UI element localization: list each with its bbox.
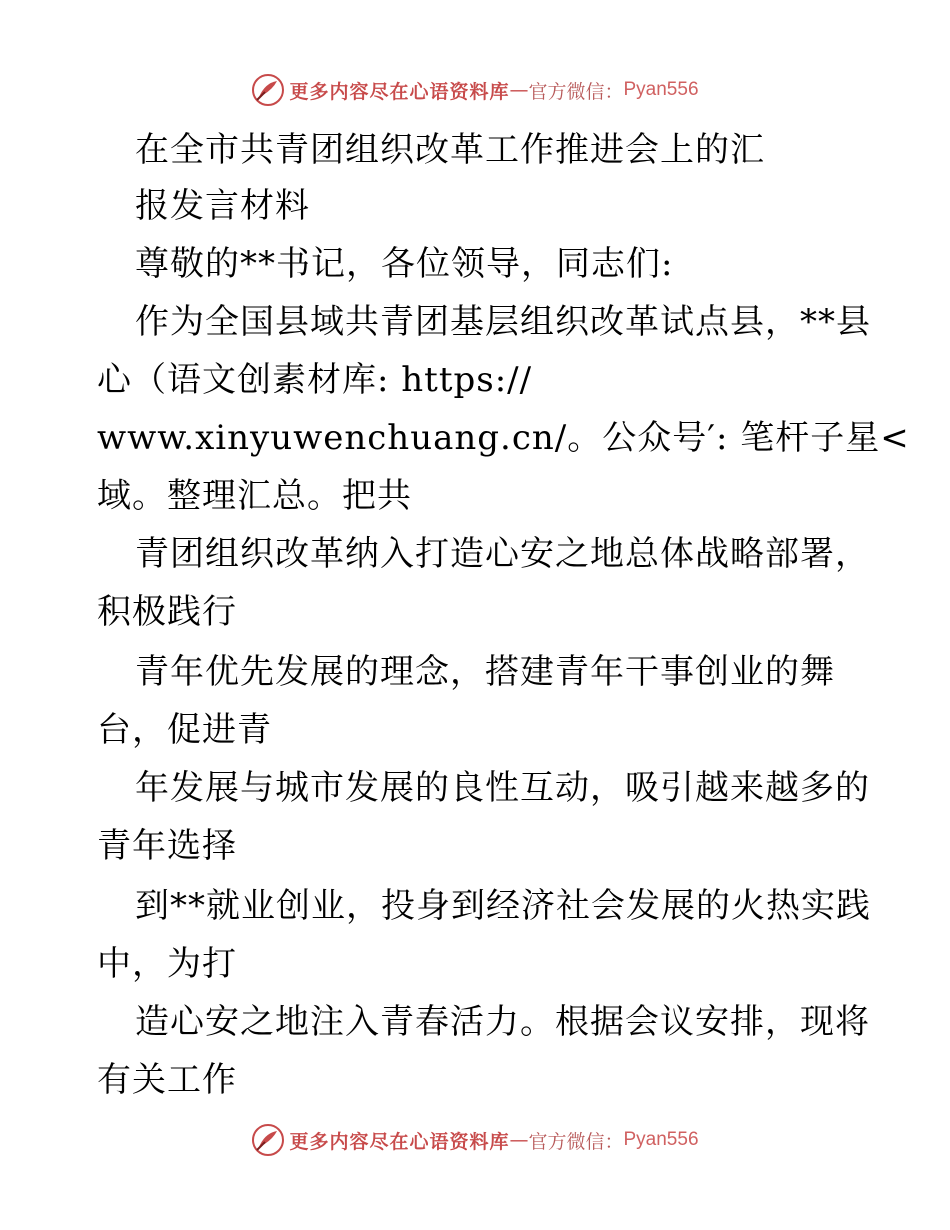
paragraph-line: 有关工作 (97, 1060, 237, 1100)
paragraph-line: 中，为打 (97, 944, 237, 984)
banner-wechat-label: 官方微信： (528, 80, 624, 103)
banner-main-text: 更多内容尽在心语资料库 (289, 1130, 510, 1153)
paragraph-line: 青年选择 (97, 826, 237, 866)
paragraph-line: 域。整理汇总。把共 (97, 476, 412, 516)
banner-wechat-id: Pyan556 (623, 1129, 699, 1150)
paragraph-line: 青团组织改革纳入打造心安之地总体战略部署， (135, 534, 870, 574)
paragraph-line: 作为全国县域共青团基层组织改革试点县，**县 (135, 302, 871, 342)
banner-dash: — (509, 1129, 529, 1151)
footer-banner (0, 1120, 950, 1160)
feather-pen-logo-icon (251, 73, 285, 107)
banner-main-text: 更多内容尽在心语资料库 (289, 80, 510, 103)
salutation: 尊敬的**书记，各位领导，同志们: (135, 244, 674, 284)
paragraph-line: 年发展与城市发展的良性互动，吸引越来越多的 (135, 768, 870, 808)
paragraph-line: 积极践行 (97, 592, 237, 632)
paragraph-line: 台，促进青 (97, 710, 272, 750)
paragraph-line: 青年优先发展的理念，搭建青年干事创业的舞 (135, 652, 835, 692)
paragraph-line: www.xinyuwenchuang.cn/。公众号′: 笔杆子星< (97, 418, 910, 458)
paragraph-line: 到**就业创业，投身到经济社会发展的火热实践 (135, 886, 871, 926)
banner-wechat-id: Pyan556 (623, 79, 699, 100)
paragraph-line: 心（语文创素材库: https:// (97, 360, 533, 400)
feather-pen-logo-icon (251, 1123, 285, 1157)
document-title-line-1: 在全市共青团组织改革工作推进会上的汇 (135, 130, 765, 170)
document-title-line-2: 报发言材料 (135, 186, 310, 226)
banner-wechat-label: 官方微信： (528, 1130, 624, 1153)
header-banner (0, 70, 950, 110)
paragraph-line: 造心安之地注入青春活力。根据会议安排，现将 (135, 1002, 870, 1042)
banner-dash: — (509, 79, 529, 101)
